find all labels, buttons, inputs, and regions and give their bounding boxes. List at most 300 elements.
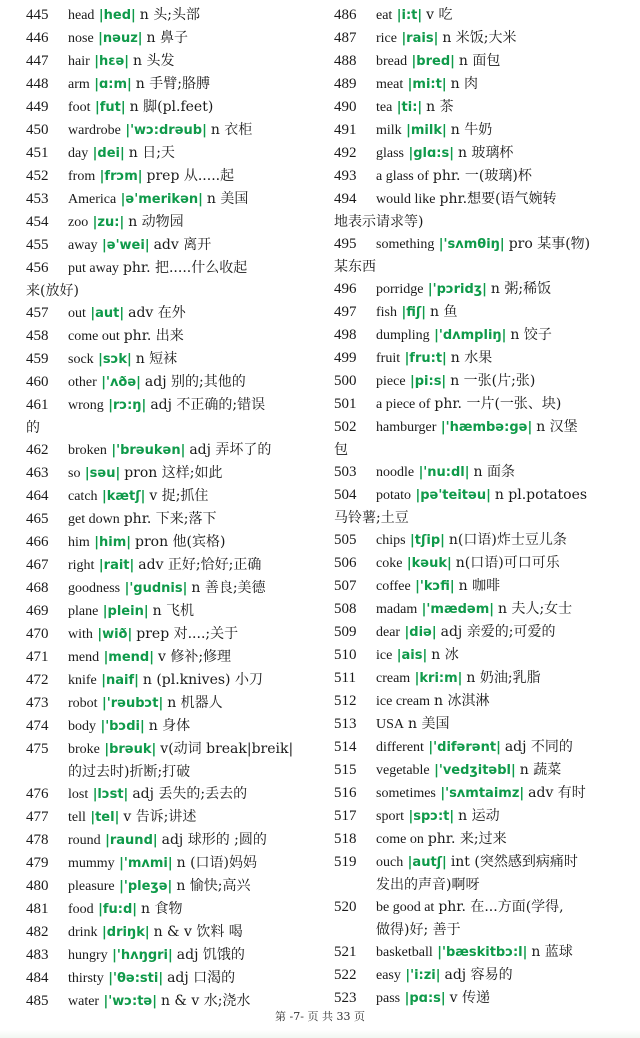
entry-word: coke: [376, 556, 403, 571]
entry-definition: n 汉堡: [536, 419, 578, 435]
entry-phonetic: |milk|: [406, 123, 447, 138]
entry-definition: n 善良;美德: [191, 580, 266, 596]
entry-definition: n 咖啡: [458, 578, 501, 594]
vocab-entry: [26, 211, 314, 234]
entry-word: USA: [376, 717, 405, 732]
vocab-entry: [26, 967, 314, 990]
entry-number: 490: [334, 99, 357, 115]
entry-phonetic: |wið|: [97, 627, 133, 642]
entry-number: 509: [334, 624, 357, 640]
entry-phonetic: |nəuz|: [98, 31, 143, 46]
entry-number: 485: [26, 993, 49, 1009]
entry-number: 515: [334, 762, 357, 778]
vocab-entry: [334, 370, 630, 393]
entry-number: 508: [334, 601, 357, 617]
entry-word: fish: [376, 305, 397, 320]
entry-phonetic: |hɛə|: [94, 54, 130, 69]
entry-number: 494: [334, 191, 357, 207]
entry-definition: n 蔬菜: [519, 762, 562, 778]
entry-word: right: [68, 558, 95, 573]
entry-definition: n 冰: [431, 647, 459, 663]
entry-word: meat: [376, 77, 404, 92]
entry-word: from: [68, 169, 96, 184]
entry-definition: adj 不正确的;错误: [150, 397, 266, 413]
entry-number: 445: [26, 7, 49, 23]
vocab-entry: [334, 119, 630, 142]
entry-word: with: [68, 627, 93, 642]
entry-definition: v 捉;抓住: [149, 488, 209, 504]
entry-word: come out: [68, 329, 120, 344]
entry-continuation: 的过去时)折断;打破: [68, 764, 191, 780]
entry-phonetic: |ais|: [396, 648, 428, 663]
entry-definition: n 冰淇淋: [434, 693, 490, 709]
vocab-entry: [26, 531, 314, 554]
entry-word: nose: [68, 31, 94, 46]
entry-number: 452: [26, 168, 49, 184]
entry-definition: v 修补;修理: [157, 649, 232, 665]
vocab-entry: [26, 50, 314, 73]
entry-definition: n 面条: [473, 464, 515, 480]
entry-phonetic: |'hʌŋgri|: [112, 948, 173, 963]
entry-number: 456: [26, 260, 49, 276]
entry-definition: n 头;头部: [139, 7, 200, 23]
entry-word: plane: [68, 604, 99, 619]
entry-phonetic: |dei|: [92, 146, 125, 161]
entry-phonetic: |kri:m|: [414, 671, 463, 686]
vocab-entry: [334, 27, 630, 50]
vocab-entry: [334, 142, 630, 165]
entry-definition: pron 这样;如此: [124, 465, 223, 481]
entry-number: 497: [334, 304, 357, 320]
entry-number: 522: [334, 967, 357, 983]
entry-definition: adv 有时: [528, 785, 586, 801]
entry-phonetic: |spɔ:t|: [408, 809, 455, 824]
entry-phonetic: |'dʌmpliŋ|: [434, 328, 507, 343]
entry-phonetic: |'bæskitbɔ:l|: [437, 945, 528, 960]
entry-number: 462: [26, 442, 49, 458]
entry-phonetic: |'wɔ:drəub|: [125, 123, 207, 138]
entry-word: piece: [376, 374, 406, 389]
entry-phonetic: |aut|: [90, 306, 125, 321]
entry-number: 487: [334, 30, 357, 46]
entry-definition: phr. 一片(一张、块): [434, 396, 562, 412]
entry-definition: n 愉快;高兴: [176, 878, 251, 894]
entry-number: 470: [26, 626, 49, 642]
entry-word: come on: [376, 832, 424, 847]
entry-word: pleasure: [68, 879, 115, 894]
entry-definition: n 脚(pl.feet): [129, 99, 214, 115]
entry-word: hungry: [68, 948, 108, 963]
vocab-entry: [334, 529, 630, 552]
entry-definition: n 玻璃杯: [457, 145, 514, 161]
entry-phonetic: |kəuk|: [406, 556, 452, 571]
vocab-entry: [26, 234, 314, 257]
entry-number: 484: [26, 970, 49, 986]
entry-number: 492: [334, 145, 357, 161]
entry-definition: n 一张(片;张): [450, 373, 536, 389]
entry-word: potato: [376, 488, 411, 503]
entry-definition: n 鼻子: [146, 30, 188, 46]
entry-number: 519: [334, 854, 357, 870]
vocab-entry: [334, 598, 630, 621]
entry-number: 468: [26, 580, 49, 596]
entry-phonetic: |frɔm|: [99, 169, 143, 184]
vocab-entry: [26, 646, 314, 669]
entry-phonetic: |ti:|: [396, 100, 423, 115]
entry-phonetic: |fut|: [95, 100, 126, 115]
vocab-entry: [334, 301, 630, 324]
entry-number: 512: [334, 693, 357, 709]
vocab-entry: [26, 806, 314, 829]
entry-phonetic: |brəuk|: [104, 742, 157, 757]
entry-number: 464: [26, 488, 49, 504]
entry-phonetic: |diə|: [404, 625, 437, 640]
entry-definition: n 面包: [458, 53, 501, 69]
entry-definition: phr. 下来;落下: [123, 511, 217, 527]
vocab-entry: [26, 119, 314, 142]
page-footer: 第 -7- 页 共 33 页: [275, 1010, 365, 1023]
entry-word: tea: [376, 100, 393, 115]
vocab-entry: [26, 669, 314, 692]
entry-definition: adj 球形的 ;圆的: [161, 832, 267, 848]
vocab-entry: [26, 738, 314, 761]
entry-number: 477: [26, 809, 49, 825]
entry-word: body: [68, 719, 96, 734]
vocab-entry: [26, 325, 314, 348]
entry-word: hair: [68, 54, 90, 69]
entry-word: porridge: [376, 282, 424, 297]
word-list-right: [334, 4, 630, 1010]
entry-word: day: [68, 146, 89, 161]
entry-word: get down: [68, 512, 120, 527]
entry-word: fruit: [376, 351, 401, 366]
vocab-entry: [26, 485, 314, 508]
entry-number: 467: [26, 557, 49, 573]
entry-number: 507: [334, 578, 357, 594]
entry-definition: n 运动: [458, 808, 500, 824]
vocab-entry: [26, 623, 314, 646]
entry-word: hamburger: [376, 420, 437, 435]
entry-phonetic: |hed|: [98, 8, 136, 23]
entry-number: 457: [26, 305, 49, 321]
entry-number: 458: [26, 328, 49, 344]
entry-phonetic: |səu|: [84, 466, 121, 481]
vocab-entry: [334, 759, 630, 782]
entry-phonetic: |fru:t|: [404, 351, 447, 366]
entry-continuation: 做得)好; 善于: [376, 922, 461, 938]
entry-number: 517: [334, 808, 357, 824]
entry-phonetic: |'rəubɔt|: [102, 696, 164, 711]
entry-definition: phr. 一(玻璃)杯: [432, 168, 532, 184]
entry-word: wrong: [68, 398, 104, 413]
vocab-entry: [26, 348, 314, 371]
entry-phonetic: |raund|: [105, 833, 158, 848]
vocab-entry: [334, 461, 630, 484]
entry-word: out: [68, 306, 86, 321]
vocab-entry: [334, 667, 630, 690]
entry-word: zoo: [68, 215, 89, 230]
entry-phonetic: |naif|: [101, 673, 139, 688]
entry-word: sock: [68, 352, 94, 367]
vocab-entry: [26, 715, 314, 738]
entry-number: 459: [26, 351, 49, 367]
entry-definition: n 衣柜: [210, 122, 253, 138]
entry-phonetic: |'mædəm|: [421, 602, 494, 617]
entry-definition: n 食物: [141, 901, 183, 917]
entry-number: 518: [334, 831, 357, 847]
entry-word: ouch: [376, 855, 404, 870]
entry-phonetic: |'pɔridʒ|: [427, 282, 487, 297]
entry-definition: phr. 来;过来: [427, 831, 507, 847]
entry-definition: n(口语)可口可乐: [455, 555, 560, 571]
entry-word: madam: [376, 602, 418, 617]
entry-definition: n 机器人: [167, 695, 223, 711]
vocab-entry: [26, 898, 314, 921]
entry-number: 501: [334, 396, 357, 412]
entry-phonetic: |pɑ:s|: [404, 991, 446, 1006]
entry-phonetic: |'ʌðə|: [101, 375, 141, 390]
vocab-entry: [334, 96, 630, 119]
vocab-entry: [26, 142, 314, 165]
vocab-entry: [26, 829, 314, 852]
entry-phonetic: |'i:zi|: [405, 968, 441, 983]
entry-continuation: 地表示请求等): [334, 214, 424, 230]
vocab-entry: [334, 73, 630, 96]
entry-phonetic: |autʃ|: [407, 855, 447, 870]
vocab-entry: [334, 278, 630, 301]
entry-number: 461: [26, 397, 49, 413]
entry-word: easy: [376, 968, 401, 983]
entry-number: 506: [334, 555, 357, 571]
entry-word: noodle: [376, 465, 415, 480]
entry-word: catch: [68, 489, 98, 504]
entry-word: eat: [376, 8, 393, 23]
entry-number: 503: [334, 464, 357, 480]
entry-number: 476: [26, 786, 49, 802]
entry-word: mummy: [68, 856, 115, 871]
vocab-entry: [334, 713, 630, 736]
entry-definition: n 肉: [450, 76, 479, 92]
vocab-entry: [334, 416, 630, 439]
vocab-entry: [334, 828, 630, 851]
entry-word: round: [68, 833, 101, 848]
entry-number: 483: [26, 947, 49, 963]
entry-number: 449: [26, 99, 49, 115]
entry-phonetic: |'gudnis|: [124, 581, 188, 596]
entry-number: 514: [334, 739, 357, 755]
entry-phonetic: |zu:|: [92, 215, 125, 230]
entry-word: head: [68, 8, 95, 23]
entry-phonetic: |rait|: [98, 558, 135, 573]
vocab-entry: [334, 621, 630, 644]
entry-phonetic: |fu:d|: [98, 902, 138, 917]
entry-definition: n 奶油;乳脂: [466, 670, 541, 686]
entry-definition: n pl.potatoes: [494, 487, 588, 503]
entry-word: be good at: [376, 900, 435, 915]
entry-number: 516: [334, 785, 357, 801]
entry-number: 448: [26, 76, 49, 92]
entry-phonetic: |'bɔdi|: [100, 719, 145, 734]
entry-phonetic: |driŋk|: [102, 925, 150, 940]
entry-word: a piece of: [376, 397, 431, 412]
entry-phonetic: |'sʌmtaimz|: [440, 786, 525, 801]
entry-number: 489: [334, 76, 357, 92]
vocab-entry: [26, 692, 314, 715]
entry-continuation: 包: [334, 442, 348, 458]
vocab-entry: [26, 921, 314, 944]
vocab-entry: [334, 736, 630, 759]
entry-number: 451: [26, 145, 49, 161]
entry-phonetic: |pi:s|: [409, 374, 447, 389]
entry-phonetic: |bred|: [411, 54, 455, 69]
entry-number: 474: [26, 718, 49, 734]
vocab-entry: [26, 371, 314, 394]
entry-phonetic: |tel|: [90, 810, 120, 825]
entry-word: wardrobe: [68, 123, 121, 138]
entry-number: 465: [26, 511, 49, 527]
entry-number: 478: [26, 832, 49, 848]
entry-number: 495: [334, 236, 357, 252]
entry-definition: adj 饥饿的: [176, 947, 245, 963]
entry-phonetic: |glɑ:s|: [408, 146, 454, 161]
entry-definition: adj 亲爱的;可爱的: [440, 624, 556, 640]
entry-phonetic: |kætʃ|: [101, 489, 146, 504]
entry-definition: n 日;天: [128, 145, 175, 161]
entry-definition: n 短袜: [135, 351, 178, 367]
vocab-entry: [26, 554, 314, 577]
entry-definition: v 传递: [449, 990, 490, 1006]
entry-definition: v 吃: [426, 7, 453, 23]
entry-number: 488: [334, 53, 357, 69]
entry-number: 469: [26, 603, 49, 619]
vocab-entry: [26, 577, 314, 600]
entry-word: dear: [376, 625, 401, 640]
vocab-entry: [334, 393, 630, 416]
entry-number: 521: [334, 944, 357, 960]
entry-continuation: 的: [26, 420, 40, 436]
entry-definition: pron 他(宾格): [135, 534, 226, 550]
entry-word: rice: [376, 31, 397, 46]
entry-word: broken: [68, 443, 107, 458]
vocab-entry: [26, 394, 314, 417]
entry-word: away: [68, 238, 98, 253]
entry-number: 523: [334, 990, 357, 1006]
vocab-entry: [334, 644, 630, 667]
entry-number: 510: [334, 647, 357, 663]
entry-word: cream: [376, 671, 411, 686]
vocab-entry: [26, 27, 314, 50]
entry-definition: phr. 把.....什么收起: [122, 260, 248, 276]
entry-definition: adj 口渴的: [167, 970, 236, 986]
vocab-entry: [334, 987, 630, 1010]
entry-definition: n (pl.knives) 小刀: [142, 672, 263, 688]
entry-word: vegetable: [376, 763, 430, 778]
entry-word: America: [68, 192, 117, 207]
entry-number: 502: [334, 419, 357, 435]
vocab-entry: [334, 690, 630, 713]
entry-number: 513: [334, 716, 357, 732]
vocab-entry: [334, 851, 630, 874]
entry-phonetic: |mi:t|: [407, 77, 447, 92]
entry-word: foot: [68, 100, 91, 115]
entry-definition: adv 离开: [153, 237, 212, 253]
entry-phonetic: |'difərənt|: [428, 740, 501, 755]
entry-word: would like: [376, 192, 436, 207]
vocab-entry: [334, 805, 630, 828]
vocab-entry: [26, 4, 314, 27]
entry-word: tell: [68, 810, 86, 825]
entry-definition: adv 在外: [128, 305, 186, 321]
entry-number: 504: [334, 487, 357, 503]
entry-number: 455: [26, 237, 49, 253]
entry-word: sport: [376, 809, 404, 824]
entry-continuation: 来(放好): [26, 283, 79, 299]
entry-phonetic: |'vedʒitəbl|: [434, 763, 516, 778]
entry-number: 479: [26, 855, 49, 871]
vocab-entry: [334, 165, 630, 188]
entry-word: thirsty: [68, 971, 104, 986]
entry-definition: n 动物园: [128, 214, 184, 230]
vocab-entry: [334, 484, 630, 507]
entry-number: 511: [334, 670, 356, 686]
vocab-entry: [26, 852, 314, 875]
entry-number: 454: [26, 214, 49, 230]
entry-word: drink: [68, 925, 98, 940]
vocab-entry: [26, 600, 314, 623]
entry-definition: phr. 在...方面(学得,: [438, 899, 564, 915]
entry-phonetic: |ə'wei|: [102, 238, 150, 253]
entry-definition: n 飞机: [152, 603, 195, 619]
entry-definition: n 美国: [408, 716, 450, 732]
vocab-entry: [26, 508, 314, 531]
entry-definition: n 茶: [426, 99, 454, 115]
entry-number: 499: [334, 350, 357, 366]
entry-continuation: 某东西: [334, 259, 376, 275]
vocab-entry: [26, 96, 314, 119]
entry-definition: phr. 出来: [123, 328, 184, 344]
vocab-entry: [26, 73, 314, 96]
entry-phonetic: |'wɔ:tə|: [103, 994, 157, 1009]
entry-number: 453: [26, 191, 49, 207]
entry-word: pass: [376, 991, 401, 1006]
entry-phonetic: |rɔ:ŋ|: [108, 398, 147, 413]
vocab-entry: [334, 4, 630, 27]
entry-definition: n 夫人;女士: [497, 601, 573, 617]
entry-phonetic: |plein|: [102, 604, 149, 619]
entry-definition: n & v 水;浇水: [160, 993, 251, 1009]
vocab-entry: [334, 552, 630, 575]
entry-word: ice cream: [376, 694, 431, 709]
entry-number: 473: [26, 695, 49, 711]
entry-definition: prep 从.....起: [146, 168, 235, 184]
vocab-entry: [334, 233, 630, 256]
entry-definition: n 鱼: [429, 304, 458, 320]
entry-phonetic: |'kɔfi|: [415, 579, 455, 594]
vocab-entry: [26, 302, 314, 325]
vocab-entry: [26, 783, 314, 806]
entry-phonetic: |tʃip|: [410, 533, 445, 548]
entry-phonetic: |ɑ:m|: [94, 77, 132, 92]
entry-phonetic: |sɔk|: [98, 352, 132, 367]
vocab-entry: [334, 50, 630, 73]
entry-definition: n & v 饮料 喝: [153, 924, 243, 940]
entry-number: 496: [334, 281, 357, 297]
word-list-left: [26, 4, 314, 1013]
vocab-entry: [334, 188, 630, 211]
entry-phonetic: |i:t|: [396, 8, 423, 23]
entry-word: him: [68, 535, 90, 550]
entry-definition: pro 某事(物): [508, 236, 591, 252]
